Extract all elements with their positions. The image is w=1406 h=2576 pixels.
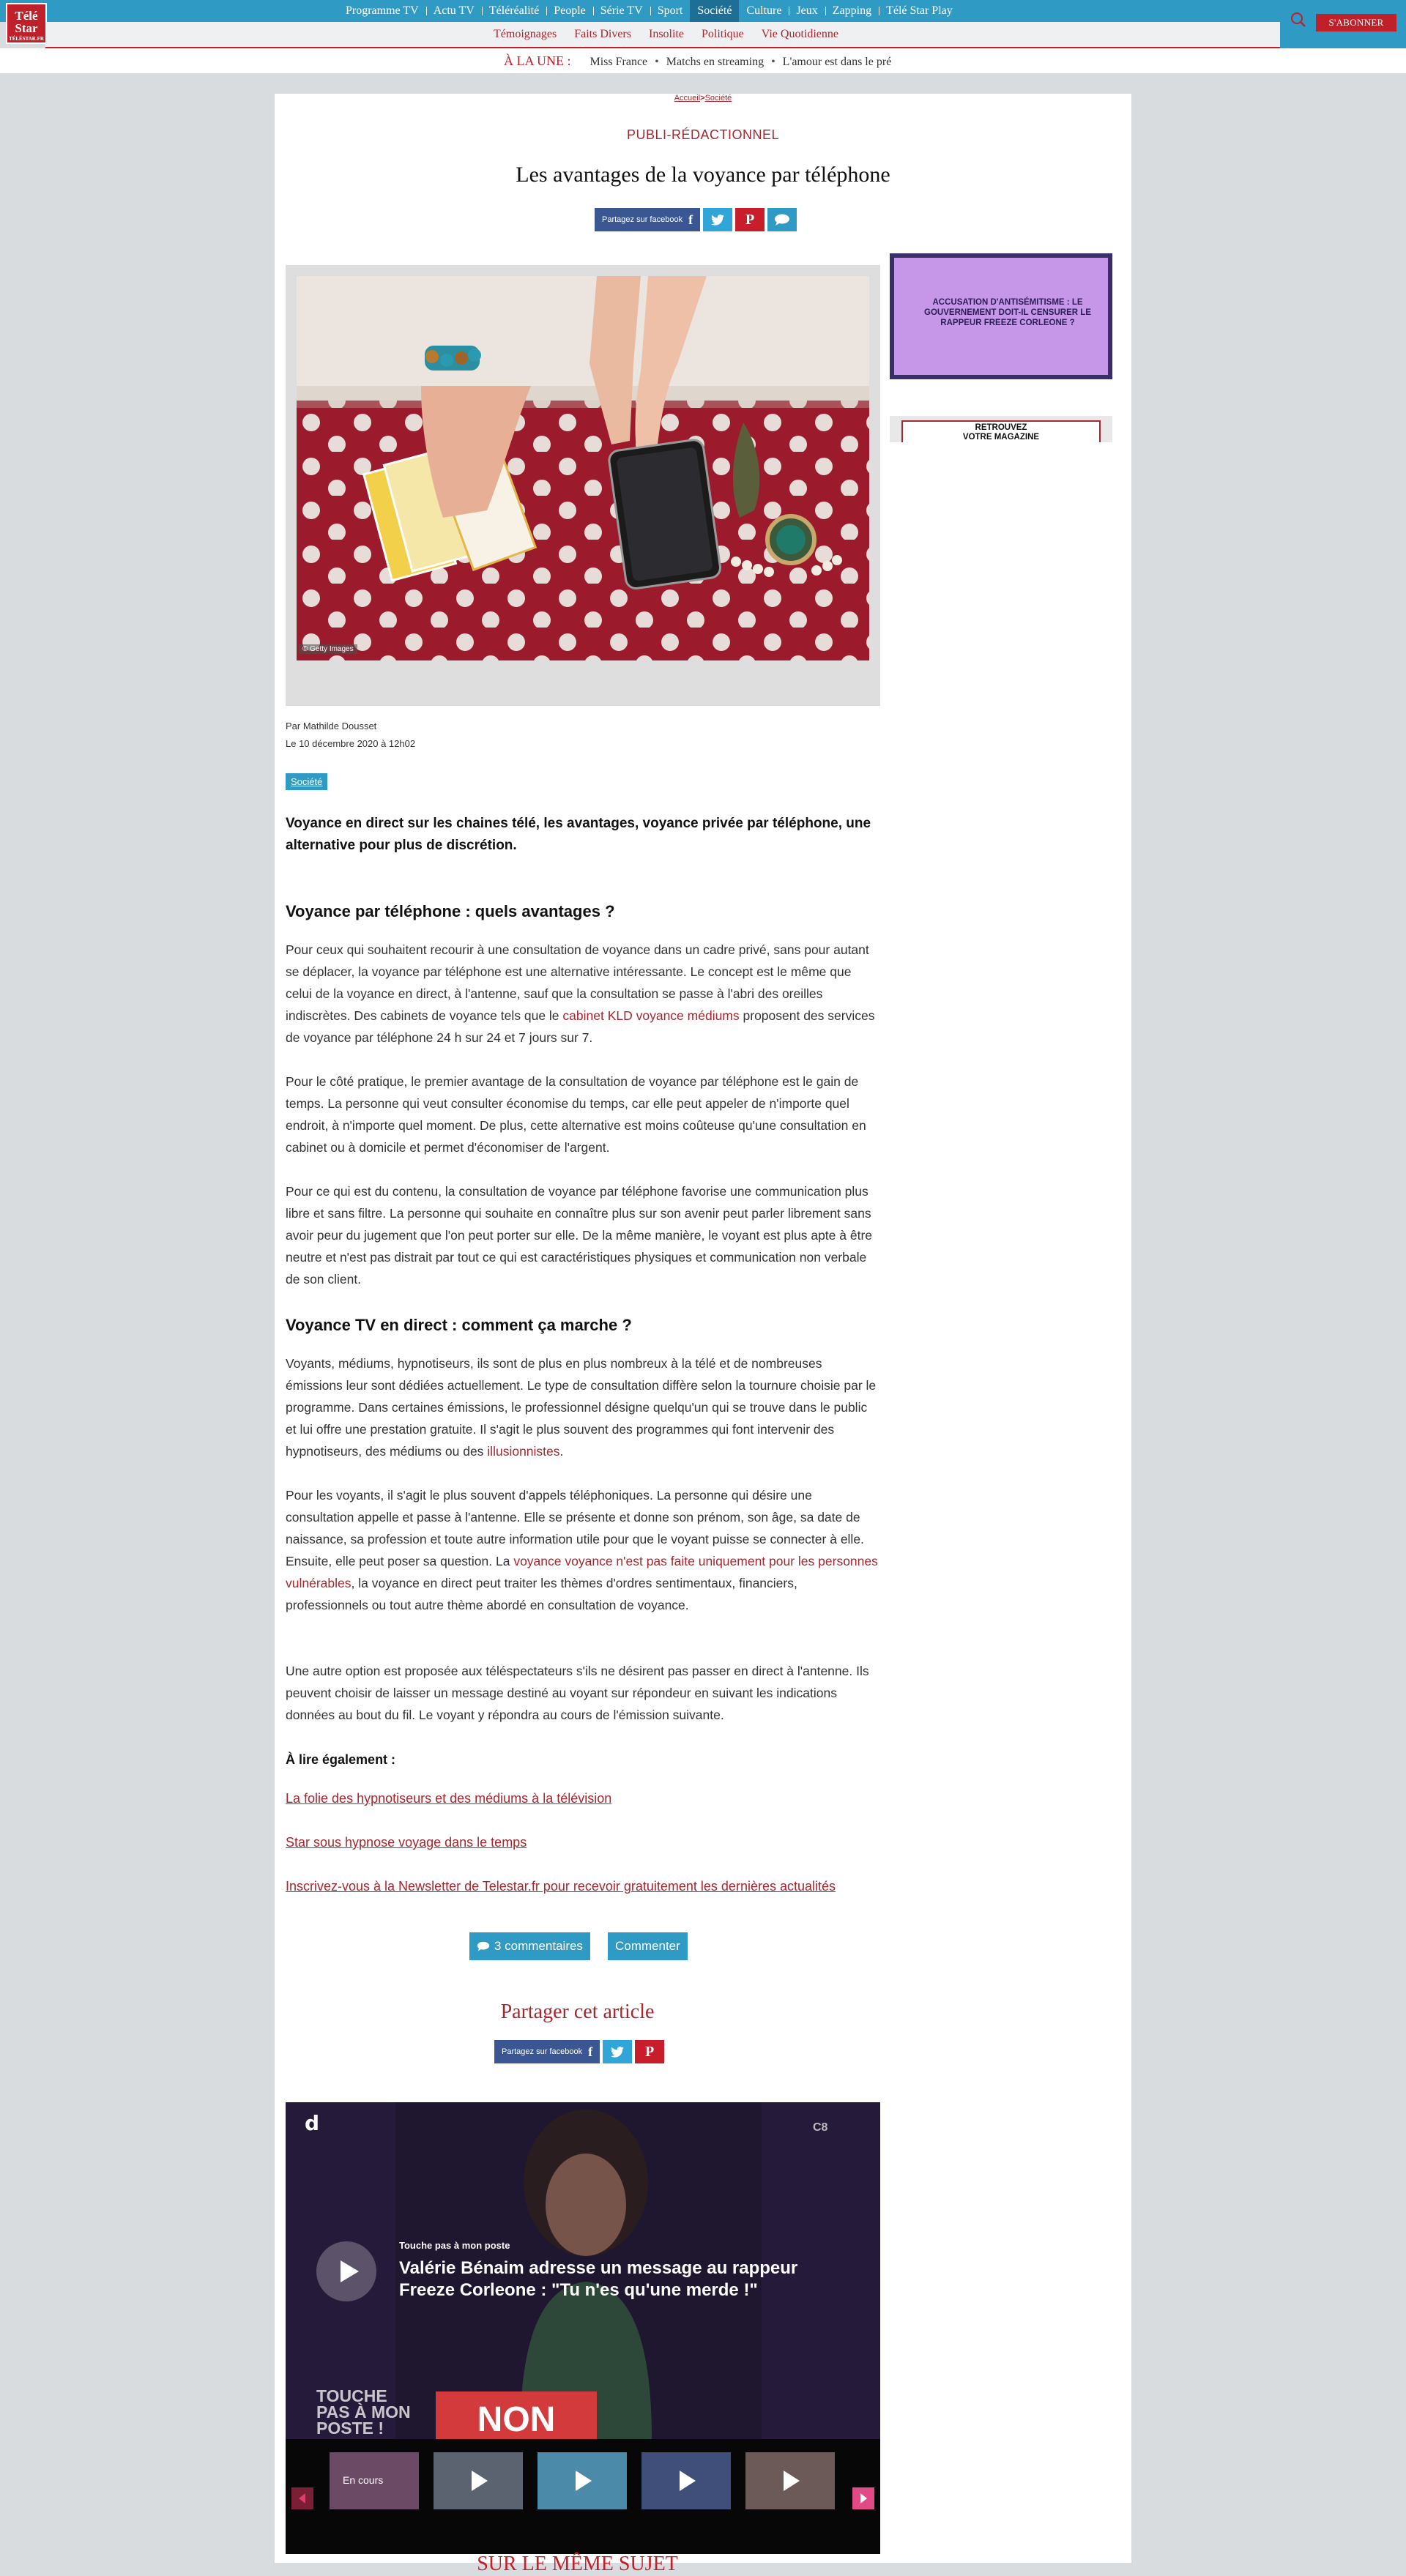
nav-item-people[interactable]: People: [546, 0, 593, 22]
video-show-name: Touche pas à mon poste: [399, 2240, 510, 2251]
nav-item-serie-tv[interactable]: Série TV: [593, 0, 650, 22]
read-also-heading: À lire également :: [286, 1752, 396, 1767]
share-buttons-bottom: [494, 2040, 664, 2063]
facebook-icon: f: [588, 2044, 593, 2059]
nav-item-actu-tv[interactable]: Actu TV: [426, 0, 482, 22]
logo-word-tele: Télé: [15, 9, 38, 23]
playlist-thumb-3[interactable]: [538, 2452, 627, 2509]
link-voyance-vulnerables[interactable]: voyance voyance n'est pas faite uniquement pour les personnes vulnérables: [286, 1554, 878, 1590]
paragraph-1-text-a: Pour ceux qui souhaitent recourir à une consultation de voyance dans un cadre privé, sans pour autant se déplacer, la voyance par téléphone est une alternative intéressante. Le concept est le même que celui de la voyance en direct, à l'antenne, sauf que la consultation se passe à l'abri des oreilles indiscrètes. Des cabinets de voyance tels que le: [286, 942, 869, 1023]
facebook-share-button[interactable]: [494, 2040, 600, 2063]
playlist-thumb-2[interactable]: [434, 2452, 523, 2509]
subnav-item-insolite[interactable]: Insolite: [648, 28, 684, 40]
now-playing-label: En cours: [343, 2474, 384, 2486]
paragraph-4-text-b: .: [559, 1444, 564, 1459]
pinterest-share-button[interactable]: [635, 2040, 664, 2063]
nav-item-zapping[interactable]: Zapping: [825, 0, 879, 22]
twitter-icon: [711, 215, 724, 226]
comment-icon: [774, 214, 790, 226]
related-link-3[interactable]: Inscrivez-vous à la Newsletter de Telestar.fr pour recevoir gratuitement les dernières actualités: [286, 1879, 836, 1894]
article-kicker: PUBLI-RÉDACTIONNEL: [626, 127, 780, 142]
a-la-une-item-streaming[interactable]: Matchs en streaming: [666, 56, 765, 68]
image-credit: © Getty Images: [299, 644, 357, 654]
related-link-1[interactable]: La folie des hypnotiseurs et des médiums à la télévision: [286, 1791, 612, 1806]
playlist-prev-arrow[interactable]: [291, 2487, 313, 2509]
paragraph-1: [286, 939, 880, 1049]
share-article-title: Partager cet article: [500, 2000, 655, 2023]
comment-button[interactable]: Commenter: [608, 1932, 688, 1960]
tarot-phone-photo: [297, 276, 869, 660]
video-title[interactable]: Valérie Bénaim adresse un message au rappeur Freeze Corleone : "Tu n'es qu'une merde !": [399, 2258, 798, 2300]
article-lead: Voyance en direct sur les chaines télé, les avantages, voyance privée par téléphone, une alternative pour plus de discrétion.: [286, 816, 871, 853]
comment-share-button[interactable]: [767, 208, 797, 231]
paragraph-1-text-b: proposent des services de voyance par téléphone 24 h sur 24 et 7 jours sur 7.: [286, 1008, 875, 1045]
publish-date: Le 10 décembre 2020 à 12h02: [286, 738, 416, 749]
telestar-logo[interactable]: [6, 3, 47, 44]
related-link-2[interactable]: Star sous hypnose voyage dans le temps: [286, 1835, 527, 1850]
nav-item-sport[interactable]: Sport: [650, 0, 691, 22]
facebook-share-label: Partagez sur facebook: [602, 215, 683, 224]
subnav-item-faits-divers[interactable]: Faits Divers: [574, 28, 631, 40]
subnav-item-temoignages[interactable]: Témoignages: [494, 28, 557, 40]
paragraph-5-text-a: Pour les voyants, il s'agit le plus souvent d'appels téléphoniques. La personne qui désire une consultation appelle et passe à l'antenne. Elle se présente et donne son prénom, son âge, sa date de naissance, sa profession et toute autre information utile pour que le voyant puisse se connecter à elle. Ensuite, elle peut poser sa question. La: [286, 1488, 864, 1568]
link-cabinet-kld[interactable]: cabinet KLD voyance médiums: [562, 1008, 740, 1023]
facebook-share-button[interactable]: [595, 208, 700, 231]
tpmp-logo: [316, 2388, 411, 2436]
twitter-share-button[interactable]: [603, 2040, 632, 2063]
tpmp-logo-line-2: PAS À MON: [316, 2402, 411, 2421]
ad-headline: ACCUSATION D'ANTISÉMITISME : LE GOUVERNEMENT DOIT-IL CENSURER LE RAPPEUR FREEZE CORLEONE ?: [924, 298, 1091, 327]
twitter-icon: [611, 2047, 624, 2058]
playlist-next-arrow[interactable]: [852, 2487, 874, 2509]
play-button[interactable]: [316, 2241, 376, 2301]
sub-navigation: [45, 22, 1280, 48]
play-icon: [784, 2471, 800, 2491]
logo-word-star: Star: [15, 21, 38, 35]
paragraph-2: Pour le côté pratique, le premier avantage de la consultation de voyance par téléphone est le gain de temps. La personne qui veut consulter économise du temps, car elle peut appeler de n'importe quel endroit, à n'importe quel moment. De plus, cette alternative est moins coûteuse qu'une consultation en cabinet ou à domicile et permet d'économiser de l'argent.: [286, 1074, 866, 1155]
magazine-promo-box: [901, 420, 1101, 442]
paragraph-6: Une autre option est proposée aux téléspectateurs s'ils ne désirent pas passer en direct à l'antenne. Ils peuvent choisir de laisser un message destiné au voyant sur répondeur en suivant les indications données au bout du fil. Le voyant y répondra au cours de l'émission suivante.: [286, 1664, 869, 1722]
play-icon: [316, 2241, 376, 2301]
breadcrumb-societe[interactable]: Société: [704, 94, 732, 103]
video-playlist: [286, 2439, 880, 2554]
nav-item-culture[interactable]: Culture: [746, 4, 782, 17]
facebook-icon: f: [688, 212, 693, 227]
pinterest-share-button[interactable]: [735, 208, 765, 231]
article-card: [275, 94, 1131, 2575]
nav-item-telerealite[interactable]: Téléréalité: [482, 0, 546, 22]
paragraph-5: [286, 1484, 880, 1616]
breadcrumb-separator: >: [700, 94, 705, 103]
nav-item-societe[interactable]: Société: [690, 0, 739, 22]
magazine-promo-line-2: VOTRE MAGAZINE: [962, 433, 1040, 442]
nav-item-programme-tv[interactable]: Programme TV: [346, 4, 419, 17]
protest-sign: NON: [436, 2391, 597, 2443]
a-la-une-label: À LA UNE :: [504, 53, 571, 68]
ad-screen: [894, 258, 1108, 375]
same-subject-heading: SUR LE MÊME SUJET: [477, 2553, 678, 2575]
sidebar-magazine-promo[interactable]: [890, 416, 1112, 442]
section-heading-1: Voyance par téléphone : quels avantages ?: [286, 902, 615, 920]
subnav-item-vie-quotidienne[interactable]: Vie Quotidienne: [761, 28, 838, 40]
video-player[interactable]: [286, 2102, 880, 2554]
comment-icon: [477, 1941, 490, 1951]
breadcrumb-home[interactable]: Accueil: [674, 94, 701, 103]
playlist-thumb-4[interactable]: [641, 2452, 731, 2509]
author: Par Mathilde Dousset: [286, 721, 377, 732]
tpmp-logo-line-3: POSTE !: [316, 2419, 384, 2438]
a-la-une-separator: •: [655, 56, 659, 68]
playlist-thumb-1[interactable]: [330, 2452, 419, 2509]
paragraph-4: [286, 1352, 880, 1462]
article-title: Les avantages de la voyance par téléphone: [516, 163, 890, 187]
paragraph-5-text-b: , la voyance en direct peut traiter les thèmes d'ordres sentimentaux, financiers, professionnels ou tout autre thème abordé en consultation de voyance.: [286, 1576, 797, 1612]
byline: [286, 718, 415, 753]
comments-count-button[interactable]: [469, 1932, 590, 1960]
dailymotion-logo: d: [305, 2111, 320, 2135]
logo-subtitle: TÉLÉSTAR.FR: [9, 36, 44, 42]
nav-item-telestar-play[interactable]: Télé Star Play: [879, 0, 960, 22]
pinterest-icon: P: [644, 2043, 655, 2060]
c8-channel-logo: C8: [813, 2121, 828, 2134]
share-buttons-top: [595, 208, 797, 231]
paragraph-4-text-a: Voyants, médiums, hypnotiseurs, ils sont de plus en plus nombreux à la télé et de nombreuses émissions leur sont dédiées actuellement. Le type de consultation diffère selon la tournure choisie par le programme. Dans certaines émissions, le professionnel désigne quelqu'un qui se trouve dans le public et lui offre une prestation gratuite. Il s'agit le plus souvent des programmes qui font intervenir des hypnotiseurs, des médiums ou des: [286, 1356, 877, 1459]
twitter-share-button[interactable]: [703, 208, 732, 231]
pinterest-icon: P: [745, 211, 755, 228]
nav-item-jeux[interactable]: Jeux: [789, 0, 825, 22]
breadcrumb: [275, 94, 1131, 103]
sidebar-ad-video[interactable]: [890, 253, 1112, 379]
category-tag[interactable]: Société: [286, 773, 327, 790]
a-la-une-separator: •: [771, 56, 775, 68]
hero-image-frame: [286, 265, 880, 706]
magazine-promo-line-1: RETROUVEZ: [975, 423, 1027, 432]
link-illusionnistes[interactable]: illusionnistes: [487, 1444, 560, 1459]
subscribe-button[interactable]: S'ABONNER: [1316, 14, 1396, 31]
play-icon: [472, 2471, 488, 2491]
play-icon: [680, 2471, 696, 2491]
search-icon[interactable]: [1290, 12, 1306, 28]
tpmp-logo-line-1: TOUCHE: [316, 2386, 387, 2405]
a-la-une-item-miss-france[interactable]: Miss France: [589, 56, 648, 68]
comments-count-label: 3 commentaires: [494, 1939, 583, 1953]
playlist-thumb-5[interactable]: [745, 2452, 835, 2509]
a-la-une-item-amour-pre[interactable]: L'amour est dans le pré: [782, 56, 892, 68]
subnav-item-politique[interactable]: Politique: [701, 28, 744, 40]
main-nav: [338, 0, 960, 22]
paragraph-3: Pour ce qui est du contenu, la consultation de voyance par téléphone favorise une communication plus libre et sans filtre. La personne qui souhaite en connaître plus sur son avenir peut parler librement sans avoir peur du jugement que l'on peut porter sur elle. De la même manière, le voyant est plus apte à être neutre et n'est pas distrait par tout ce qui est caractéristiques physiques et communication non verbale de son client.: [286, 1184, 873, 1287]
a-la-une-bar: [0, 48, 1406, 73]
section-heading-2: Voyance TV en direct : comment ça marche ?: [286, 1316, 632, 1334]
facebook-share-label: Partagez sur facebook: [502, 2047, 583, 2056]
play-icon: [576, 2471, 592, 2491]
